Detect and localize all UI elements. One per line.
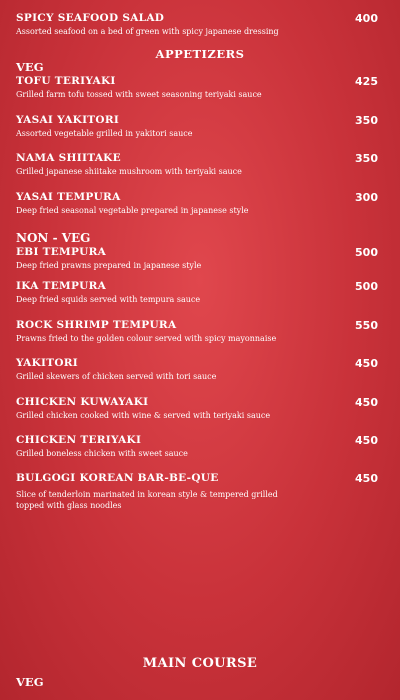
item-price: 300 xyxy=(355,191,378,204)
item-price: 450 xyxy=(355,357,378,370)
section-title-appetizers: APPETIZERS xyxy=(155,47,245,61)
item-description: Grilled skewers of chicken served with tori sauce xyxy=(16,372,217,381)
item-name: EBI TEMPURA xyxy=(16,246,107,258)
item-description: Grilled chicken cooked with wine & served with teriyaki sauce xyxy=(16,411,271,420)
item-name: TOFU TERIYAKI xyxy=(16,75,116,87)
item-description: Assorted vegetable grilled in yakitori sauce xyxy=(16,129,193,138)
section-title-main-course: MAIN COURSE xyxy=(142,656,258,671)
item-description: Deep fried squids served with tempura sauce xyxy=(16,295,201,304)
item-name: IKA TEMPURA xyxy=(16,280,107,292)
item-price: 450 xyxy=(355,396,378,409)
item-price: 450 xyxy=(355,472,378,485)
item-description: Grilled japanese shiitake mushroom with teriyaki sauce xyxy=(16,167,242,176)
item-description: Grilled farm tofu tossed with sweet seasoning teriyaki sauce xyxy=(16,90,262,99)
veg-label: VEG xyxy=(16,675,44,689)
menu-item xyxy=(16,114,390,139)
item-name: BULGOGI KOREAN BAR-BE-QUE xyxy=(16,472,219,484)
item-name: YASAI YAKITORI xyxy=(16,114,120,126)
item-name: SPICY SEAFOOD SALAD xyxy=(16,12,165,24)
menu-item xyxy=(16,357,390,382)
item-name: YAKITORI xyxy=(16,357,79,369)
item-price: 500 xyxy=(355,246,378,259)
item-price: 350 xyxy=(355,152,378,165)
nonveg-label: NON - VEG xyxy=(16,231,91,245)
item-description: Assorted seafood on a bed of green with spicy japanese dressing xyxy=(16,27,279,36)
item-price: 425 xyxy=(355,75,378,88)
item-description: Grilled boneless chicken with sweet sauce xyxy=(16,449,188,458)
item-price: 450 xyxy=(355,434,378,447)
item-name: NAMA SHIITAKE xyxy=(16,152,121,164)
menu-item xyxy=(16,191,390,216)
item-description: Prawns fried to the golden colour served with spicy mayonnaise xyxy=(16,334,277,343)
menu-item xyxy=(16,280,390,305)
item-price: 350 xyxy=(355,114,378,127)
item-name: ROCK SHRIMP TEMPURA xyxy=(16,319,177,331)
item-name: CHICKEN KUWAYAKI xyxy=(16,396,149,408)
item-description: Deep fried prawns prepared in japanese style xyxy=(16,261,202,270)
item-price: 500 xyxy=(355,280,378,293)
item-name: CHICKEN TERIYAKI xyxy=(16,434,142,446)
menu-item xyxy=(16,152,390,177)
menu-item xyxy=(16,319,390,344)
item-description: Deep fried seasonal vegetable prepared in japanese style xyxy=(16,206,249,215)
menu-item xyxy=(16,75,390,100)
menu-item xyxy=(16,12,390,37)
menu-item xyxy=(16,396,390,421)
menu-item xyxy=(16,246,390,271)
item-price: 400 xyxy=(355,12,378,25)
item-price: 550 xyxy=(355,319,378,332)
veg-label: VEG xyxy=(16,60,44,74)
menu-item xyxy=(16,472,390,511)
menu-item xyxy=(16,434,390,459)
item-description: Slice of tenderloin marinated in korean style & tempered grilled topped with glass noodles xyxy=(16,490,278,510)
item-name: YASAI TEMPURA xyxy=(16,191,121,203)
